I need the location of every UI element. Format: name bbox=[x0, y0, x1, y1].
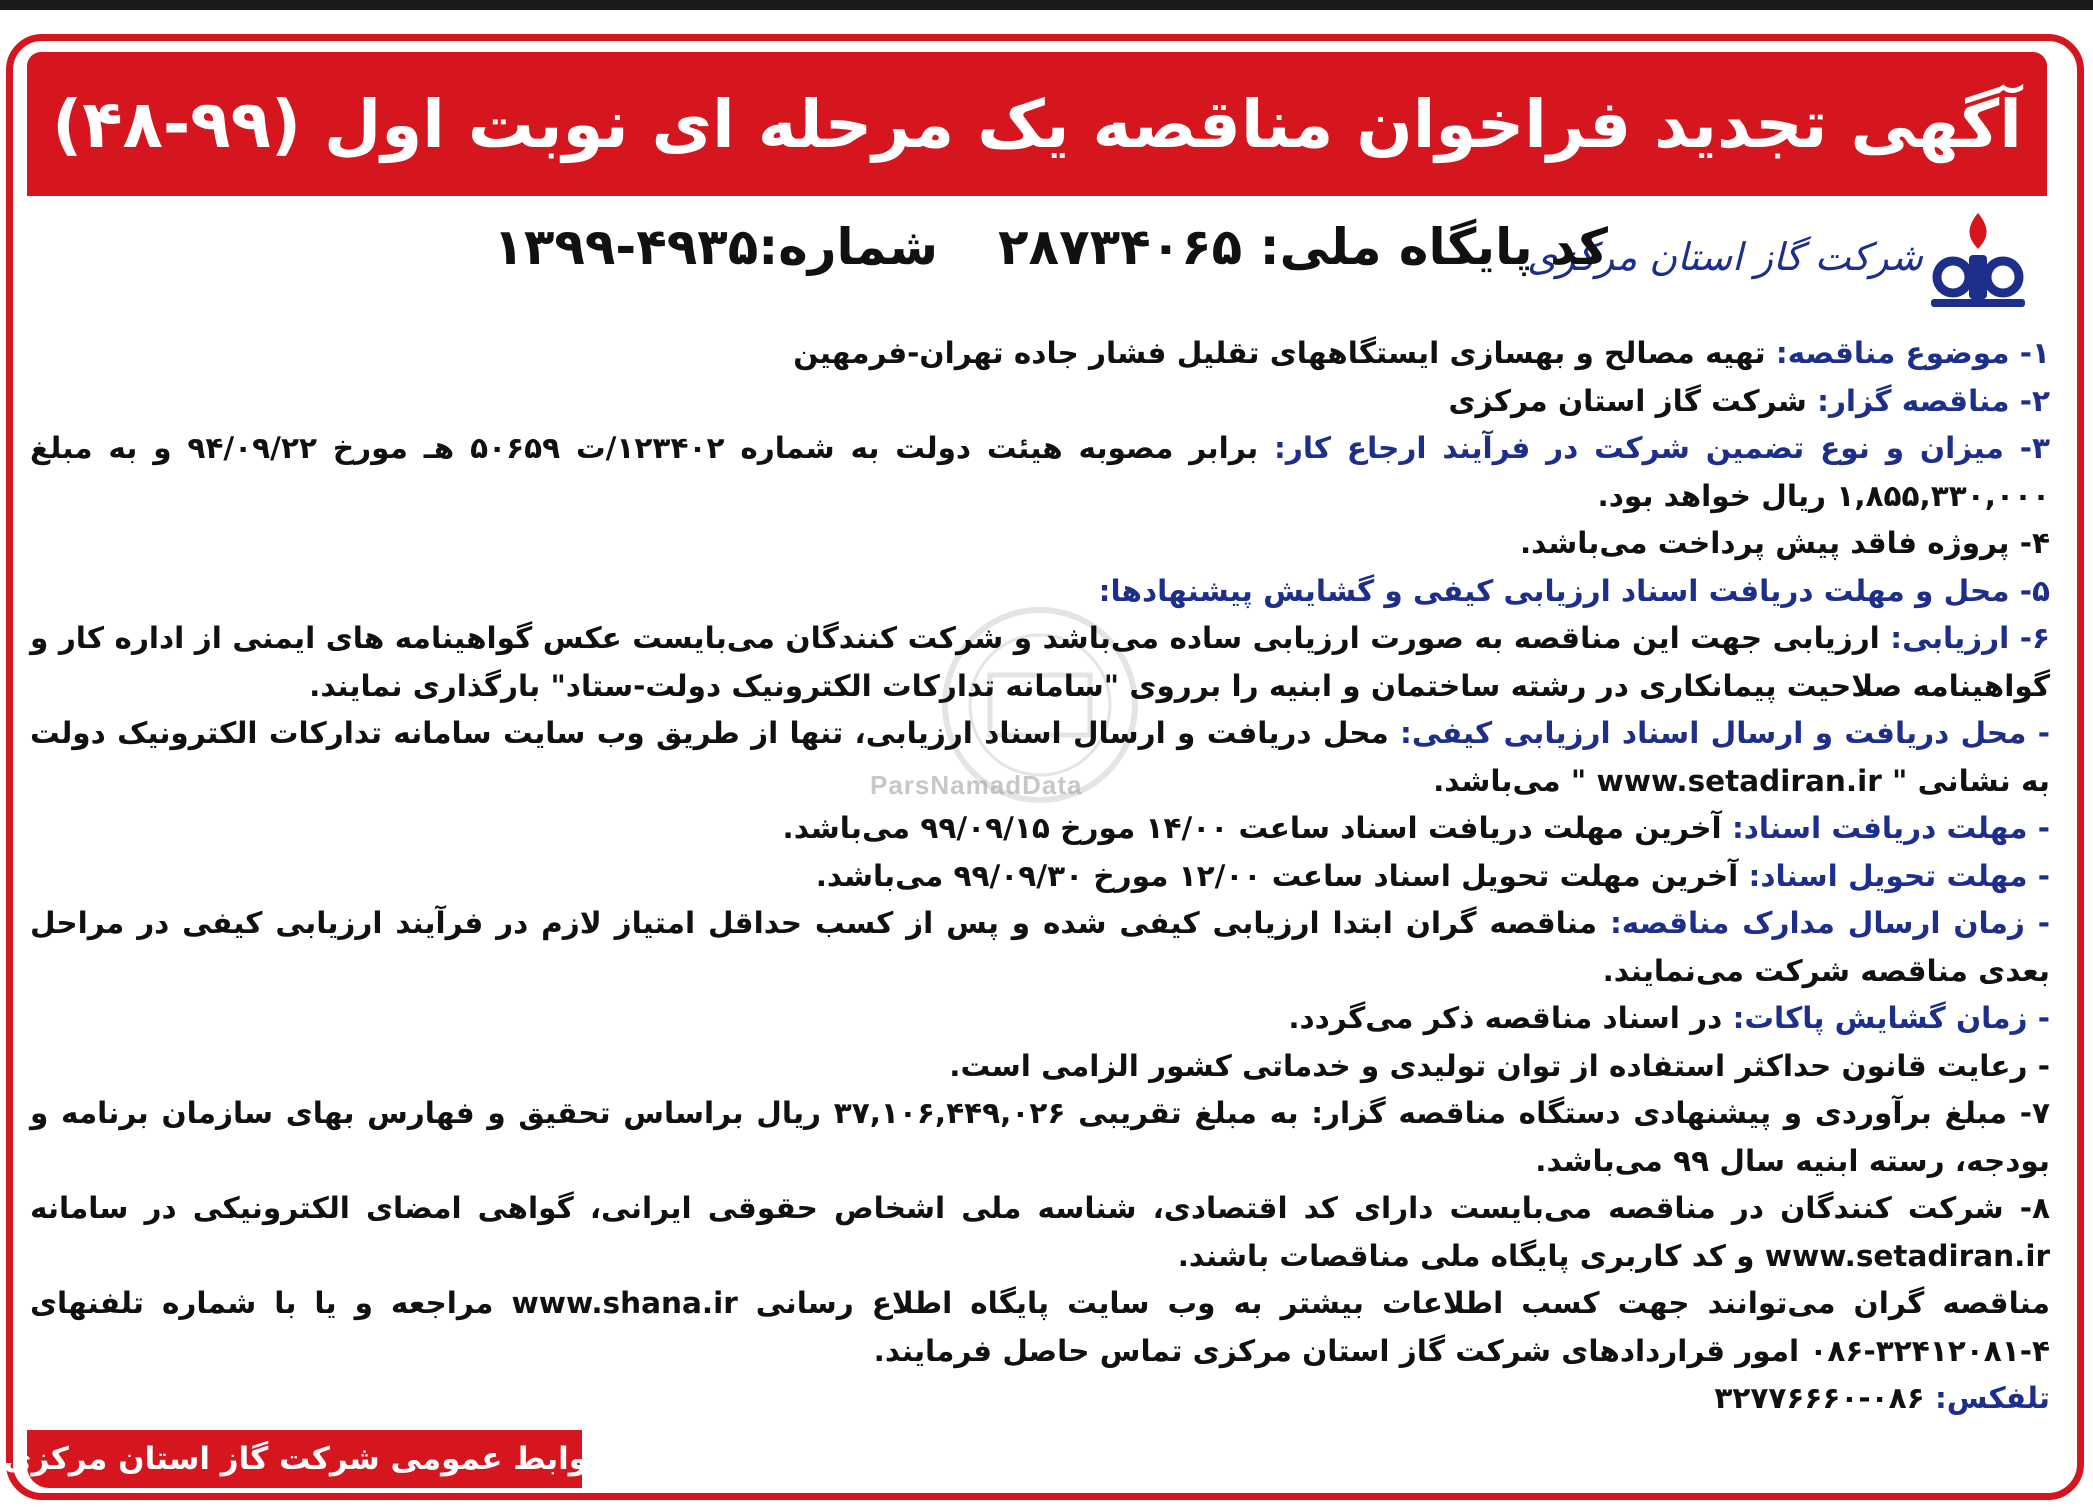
gas-company-flame-logo-icon bbox=[1923, 205, 2033, 315]
item-evaluation: ۶- ارزیابی: ارزیابی جهت این مناقصه به صورت ارزیابی ساده می‌باشد و شرکت کنندگان می‌بایست عکس گواهینامه های ایمنی از اداره کار و گواهینامه صلاحیت پیمانکاری در رشته ساختمان و ابنیه را برروی "سامانه تدارکات الکترونیک دولت-ستاد" بارگذاری نمایند. bbox=[30, 621, 2050, 703]
footer-public-relations bbox=[3, 1430, 606, 1488]
footer-label: روابط عمومی شرکت گاز استان مرکزی bbox=[3, 1441, 606, 1477]
notice-body bbox=[30, 330, 2050, 1423]
item-tenderer: ۲- مناقصه گزار: شرکت گاز استان مرکزی bbox=[1448, 383, 2050, 418]
codes-line bbox=[493, 218, 1608, 276]
item-telefax: تلفکس: ۰۸۶-۳۲۷۷۶۶۶۰ bbox=[1714, 1381, 2050, 1415]
title-banner bbox=[27, 52, 2047, 196]
watermark-text: ParsNamadData bbox=[870, 770, 1083, 800]
company-logo-text: شرکت گاز استان مرکزی bbox=[1527, 235, 1923, 279]
item-document-location: ۵- محل و مهلت دریافت اسناد ارزیابی کیفی و گشایش پیشنهادها: bbox=[1098, 573, 2050, 608]
company-logo bbox=[1527, 205, 2033, 315]
item-submission-place: - محل دریافت و ارسال اسناد ارزیابی کیفی: محل دریافت و ارسال اسناد ارزیابی، تنها از طریق وب سایت سامانه تدارکات الکترونیک دولت به نشانی " www.setadiran.ir " می‌باشد. bbox=[30, 716, 2050, 798]
item-contact-info: مناقصه گران می‌توانند جهت کسب اطلاعات بیشتر به وب سایت پایگاه اطلاع رسانی www.shana.ir مراجعه و یا با شماره تلفنهای ۴-۳۲۴۱۲۰۸۱-۰۸۶ امور قراردادهای شرکت گاز استان مرکزی تماس حاصل فرمایند. bbox=[30, 1286, 2050, 1368]
item-opening-time: - زمان گشایش پاکات: در اسناد مناقصه ذکر می‌گردد. bbox=[1288, 1001, 2050, 1035]
top-border-line bbox=[0, 0, 2093, 10]
item-prepayment: ۴- پروژه فاقد پیش پرداخت می‌باشد. bbox=[1519, 526, 2050, 560]
item-estimate: ۷- مبلغ برآوردی و پیشنهادی دستگاه مناقصه گزار: به مبلغ تقریبی ۳۷,۱۰۶,۴۴۹,۰۲۶ ریال براساس تحقیق و فهارس بهای سازمان برنامه و بودجه، رسته ابنیه سال ۹۹ می‌باشد. bbox=[30, 1096, 2050, 1178]
item-delivery-deadline: - مهلت تحویل اسناد: آخرین مهلت تحویل اسناد ساعت ۱۲/۰۰ مورخ ۹۹/۰۹/۳۰ می‌باشد. bbox=[815, 858, 2050, 893]
item-subject: ۱- موضوع مناقصه: تهیه مصالح و بهسازی ایستگاههای تقلیل فشار جاده تهران-فرمهین bbox=[793, 336, 2050, 370]
item-send-time: - زمان ارسال مدارک مناقصه: مناقصه گران ابتدا ارزیابی کیفی شده و پس از کسب حداقل امتیاز لازم در فرآیند ارزیابی کیفی در مراحل بعدی مناقصه شرکت می‌نمایند. bbox=[30, 906, 2050, 988]
notice-number: شماره:۴۹۳۵-۱۳۹۹ bbox=[493, 218, 939, 276]
item-domestic-law: - رعایت قانون حداکثر استفاده از توان تولیدی و خدماتی کشور الزامی است. bbox=[949, 1048, 2050, 1083]
notice-title: آگهی تجدید فراخوان مناقصه یک مرحله ای نوبت اول (۹۹-۴۸) bbox=[52, 85, 2022, 163]
item-guarantee: ۳- میزان و نوع تضمین شرکت در فرآیند ارجاع کار: برابر مصوبه هیئت دولت به شماره ۱۲۳۴۰۲/ت ۵۰۶۵۹ هـ مورخ ۹۴/۰۹/۲۲ و به مبلغ ۱,۸۵۵,۳۳۰,۰۰۰ ریال خواهد بود. bbox=[30, 431, 2050, 513]
national-base-code: کد پایگاه ملی: ۲۸۷۳۴۰۶۵ bbox=[998, 218, 1608, 276]
item-receipt-deadline: - مهلت دریافت اسناد: آخرین مهلت دریافت اسناد ساعت ۱۴/۰۰ مورخ ۹۹/۰۹/۱۵ می‌باشد. bbox=[782, 811, 2050, 845]
item-requirements: ۸- شرکت کنندگان در مناقصه می‌بایست دارای کد اقتصادی، شناسه ملی اشخاص حقوقی ایرانی، گواهی امضای الکترونیکی در سامانه www.setadiran.ir و کد کاربری پایگاه ملی مناقصات باشند. bbox=[30, 1191, 2050, 1273]
